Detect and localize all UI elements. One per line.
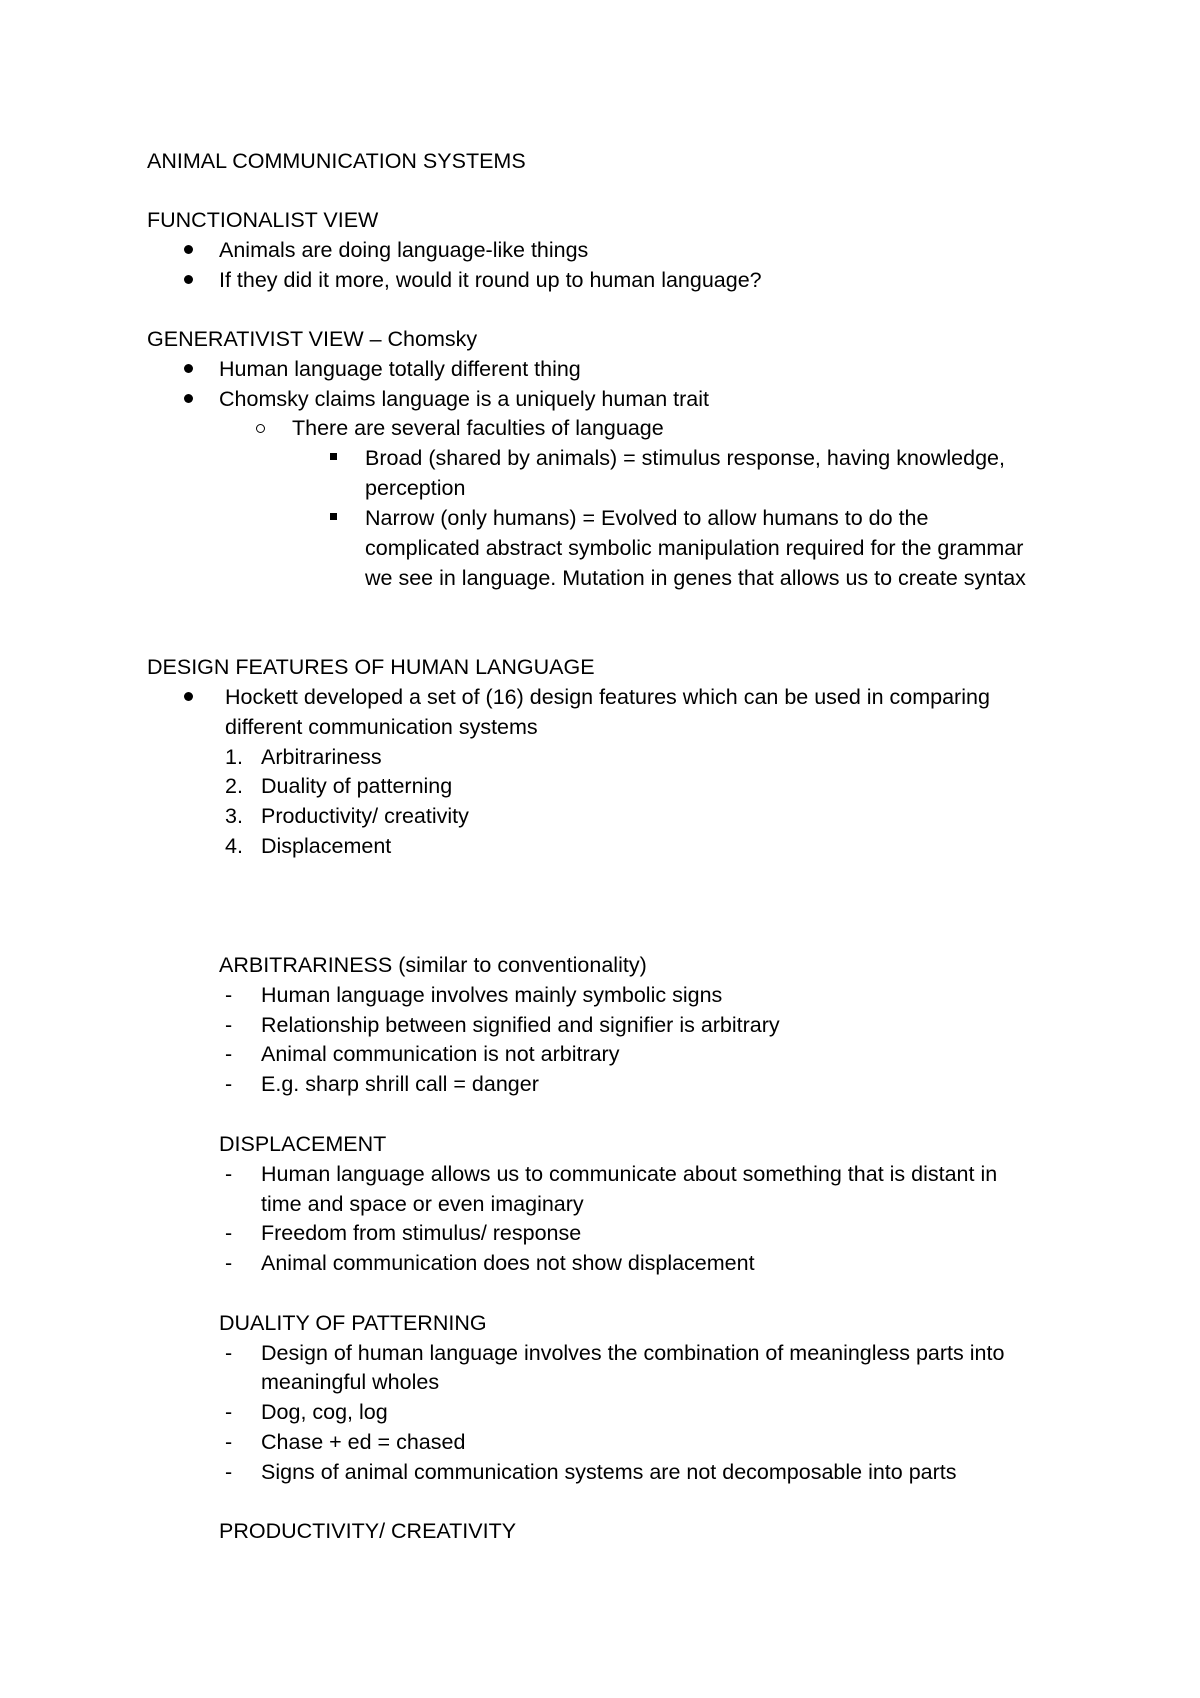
bullet-dot [184,384,193,414]
bullet-dot [184,354,193,384]
list-number: 4. [225,834,243,858]
design-feature-item: Duality of patterning [261,774,453,798]
design-features-intro: Hockett developed a set of (16) design features which can be used in comparing [225,685,990,709]
arbitrariness-item: Animal communication is not arbitrary [261,1042,620,1066]
design-features-heading: DESIGN FEATURES OF HUMAN LANGUAGE [147,655,595,679]
generativist-item: Chomsky claims language is a uniquely human trait [219,387,709,411]
dash-bullet: - [225,1430,233,1454]
dash-bullet: - [225,983,233,1007]
dash-bullet: - [225,1072,233,1096]
narrow-faculty-line: Narrow (only humans) = Evolved to allow humans to do the [365,506,929,530]
duality-heading: DUALITY OF PATTERNING [219,1311,487,1335]
dash-bullet: - [225,1341,233,1365]
list-number: 2. [225,774,243,798]
design-feature-item: Arbitrariness [261,745,382,769]
broad-faculty-line: perception [365,476,466,500]
functionalist-item: Animals are doing language-like things [219,238,589,262]
broad-faculty-line: Broad (shared by animals) = stimulus response, having knowledge, [365,446,1005,470]
arbitrariness-item: E.g. sharp shrill call = danger [261,1072,539,1096]
dash-bullet: - [225,1013,233,1037]
design-feature-item: Displacement [261,834,392,858]
displacement-item: Animal communication does not show displacement [261,1251,755,1275]
functionalist-heading: FUNCTIONALIST VIEW [147,208,379,232]
narrow-faculty-line: complicated abstract symbolic manipulation required for the grammar [365,536,1024,560]
dash-bullet: - [225,1221,233,1245]
displacement-item: time and space or even imaginary [261,1192,584,1216]
design-features-intro: different communication systems [225,715,538,739]
dash-bullet: - [225,1162,233,1186]
duality-item: meaningful wholes [261,1370,440,1394]
document-title: ANIMAL COMMUNICATION SYSTEMS [147,149,526,173]
displacement-heading: DISPLACEMENT [219,1132,387,1156]
bullet-square [330,503,337,533]
bullet-dot [184,265,193,295]
duality-item: Chase + ed = chased [261,1430,466,1454]
dash-bullet: - [225,1042,233,1066]
list-number: 3. [225,804,243,828]
dash-bullet: - [225,1460,233,1484]
arbitrariness-heading: ARBITRARINESS (similar to conventionality) [219,953,647,977]
dash-bullet: - [225,1400,233,1424]
duality-item: Dog, cog, log [261,1400,388,1424]
list-number: 1. [225,745,243,769]
duality-item: Design of human language involves the combination of meaningless parts into [261,1341,1005,1365]
bullet-square [330,443,337,473]
narrow-faculty-line: we see in language. Mutation in genes that allows us to create syntax [365,566,1026,590]
displacement-item: Human language allows us to communicate about something that is distant in [261,1162,998,1186]
functionalist-item: If they did it more, would it round up to human language? [219,268,762,292]
duality-item: Signs of animal communication systems are not decomposable into parts [261,1460,957,1484]
displacement-item: Freedom from stimulus/ response [261,1221,582,1245]
arbitrariness-item: Human language involves mainly symbolic signs [261,983,723,1007]
design-feature-item: Productivity/ creativity [261,804,469,828]
generativist-sub-item: There are several faculties of language [292,416,664,440]
arbitrariness-item: Relationship between signified and signifier is arbitrary [261,1013,780,1037]
bullet-circle [256,413,265,443]
bullet-dot [184,235,193,265]
generativist-heading: GENERATIVIST VIEW – Chomsky [147,327,478,351]
generativist-item: Human language totally different thing [219,357,581,381]
bullet-dot [184,682,193,712]
productivity-heading: PRODUCTIVITY/ CREATIVITY [219,1519,517,1543]
dash-bullet: - [225,1251,233,1275]
